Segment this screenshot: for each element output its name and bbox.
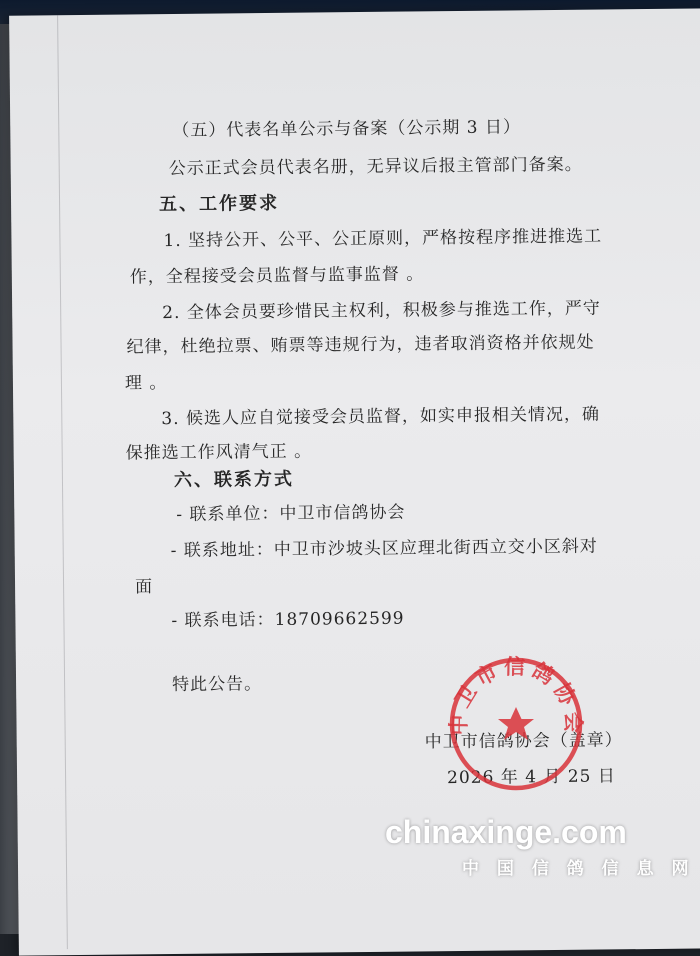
section-public-notice-title: （五）代表名单公示与备案（公示期 3 日） (172, 117, 522, 141)
contact-phone: - 联系电话：18709662599 (171, 608, 405, 632)
requirement-2-line-3: 理 。 (124, 373, 168, 394)
requirement-3-line-1: 3. 候选人应自觉接受会员监督，如实申报相关情况，确 (161, 404, 601, 430)
official-seal-stamp (447, 655, 585, 793)
heading-contact: 六、联系方式 (173, 468, 295, 491)
issuer-signature: 中卫市信鸽协会（盖章） (424, 730, 623, 753)
requirement-1-line-1: 1. 坚持公开、公平、公正原则，严格按程序推进推选工 (163, 226, 603, 252)
contact-unit: - 联系单位：中卫市信鸽协会 (176, 502, 406, 525)
requirement-2-line-1: 2. 全体会员要珍惜民主权利，积极参与推选工作，严守 (162, 298, 601, 324)
page-fold-line (57, 15, 68, 949)
contact-address-line-2: 面 (134, 577, 154, 598)
closing-statement: 特此公告。 (172, 674, 263, 696)
contact-address-line-1: - 联系地址：中卫市沙坡头区应理北街西立交小区斜对 (170, 536, 598, 562)
notice-body-line: 公示正式会员代表名册，无异议后报主管部门备案。 (168, 154, 583, 180)
requirement-2-line-2: 纪律，杜绝拉票、贿票等违规行为，违者取消资格并依规处 (126, 332, 595, 358)
watermark-site-name: 中 国 信 鸽 信 息 网 (462, 859, 695, 879)
watermark-domain: chinaxinge.com (385, 814, 627, 850)
requirement-3-line-2: 保推选工作风清气正 。 (125, 441, 313, 464)
heading-work-requirements: 五、工作要求 (158, 192, 280, 216)
issue-date: 2026 年 4 月 25 日 (447, 766, 616, 789)
svg-text:中卫市信鸽协会: 中卫市信鸽协会 (447, 655, 585, 739)
requirement-1-line-2: 作，全程接受会员监督与监事监督 。 (129, 264, 425, 288)
